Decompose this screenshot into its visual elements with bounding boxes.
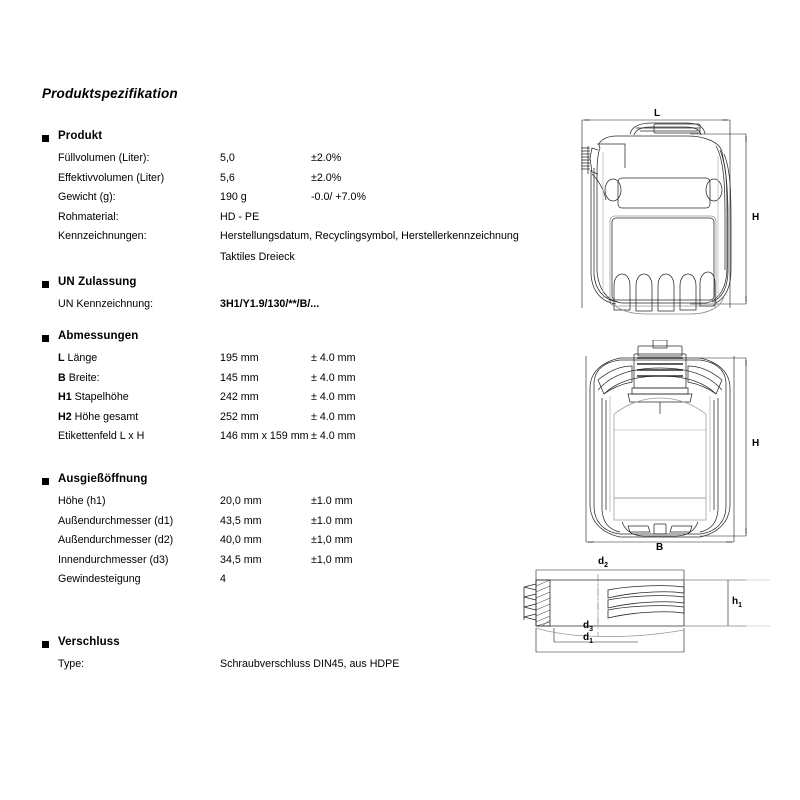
dim-label-height: H — [752, 212, 760, 223]
section-rows — [0, 152, 520, 271]
drawing-side-view — [570, 108, 800, 323]
dim-label-d1: $d_1$ — [583, 632, 594, 645]
dim-label-height: H — [752, 438, 760, 449]
spec-label: Außendurchmesser (d2) — [58, 534, 174, 546]
spec-label: Füllvolumen (Liter): — [58, 152, 150, 164]
spec-value: 40,0 mm — [220, 534, 262, 546]
spec-value: 252 mm — [220, 410, 259, 423]
section-un-zulassung — [0, 276, 520, 318]
spec-value: 190 g — [220, 191, 247, 203]
spec-row — [0, 495, 520, 515]
section-heading-abmessungen — [0, 330, 520, 348]
section-heading-un-zulassung — [0, 276, 520, 294]
section-heading-verschluss — [0, 636, 520, 654]
spec-row — [0, 172, 520, 192]
section-heading-label: Produkt — [58, 130, 103, 142]
spec-label-key: L — [58, 352, 65, 364]
spec-label-text: Höhe gesamt — [71, 410, 139, 423]
bullet-square-icon — [42, 135, 49, 142]
spec-label — [58, 430, 144, 442]
spec-value: 5,6 — [220, 171, 235, 184]
spec-label: Höhe (h1) — [58, 495, 106, 507]
spec-value: 20,0 mm — [220, 495, 262, 507]
bullet-square-icon — [42, 335, 49, 342]
section-produkt — [0, 130, 520, 271]
drawing-front-view — [570, 340, 800, 555]
spec-tolerance: ±1.0 mm — [311, 514, 353, 527]
section-rows — [0, 495, 520, 593]
technical-drawings — [480, 0, 800, 800]
section-heading-ausgiessoeffnung — [0, 473, 520, 491]
bullet-square-icon — [42, 281, 49, 288]
section-rows — [0, 352, 520, 450]
spec-row — [0, 658, 520, 678]
spec-label-key: B — [58, 371, 66, 384]
spec-row — [0, 430, 520, 450]
spec-label — [58, 391, 129, 403]
spec-label-key: H2 — [58, 410, 72, 423]
spec-row — [0, 298, 520, 318]
spec-row — [0, 152, 520, 172]
spec-label-text: Breite: — [65, 371, 100, 384]
spec-label-text: Stapelhöhe — [71, 391, 129, 403]
spec-label: Gewindesteigung — [58, 573, 141, 585]
spec-row — [0, 251, 520, 271]
section-abmessungen — [0, 330, 520, 450]
drawing-neck-detail — [498, 556, 778, 666]
spec-row — [0, 372, 520, 392]
section-rows — [0, 658, 520, 678]
spec-row — [0, 534, 520, 554]
spec-tolerance: ± 4.0 mm — [311, 410, 356, 423]
spec-tolerance: ± 4.0 mm — [311, 371, 356, 384]
spec-label — [58, 411, 138, 423]
spec-value: 43,5 mm — [220, 514, 262, 527]
spec-value: 242 mm — [220, 391, 259, 403]
section-heading-produkt — [0, 130, 520, 148]
spec-label: Gewicht (g): — [58, 191, 116, 203]
spec-tolerance: ± 4.0 mm — [311, 430, 356, 442]
spec-label — [58, 372, 100, 384]
dim-label-h1: $h_1$ — [732, 596, 743, 609]
spec-label: Innendurchmesser (d3) — [58, 553, 169, 566]
spec-row — [0, 411, 520, 431]
spec-tolerance: ±1,0 mm — [311, 553, 353, 566]
spec-value: Schraubverschluss DIN45, aus HDPE — [220, 658, 400, 670]
spec-label: Außendurchmesser (d1) — [58, 514, 174, 527]
spec-value: 3H1/Y1.9/130/**/B/... — [220, 298, 320, 310]
spec-value: 145 mm — [220, 371, 259, 384]
spec-value: Taktiles Dreieck — [220, 251, 295, 263]
jerry-can-front-view-svg — [570, 340, 800, 555]
spec-tolerance: ±2.0% — [311, 171, 342, 184]
neck-thread-detail-svg — [498, 556, 778, 666]
dim-label-length: L — [654, 108, 661, 119]
spec-tolerance: ±1.0 mm — [311, 495, 353, 507]
spec-label-text: Etikettenfeld L x H — [58, 430, 145, 442]
bullet-square-icon — [42, 478, 49, 485]
section-heading-label: Verschluss — [58, 636, 120, 648]
spec-row — [0, 554, 520, 574]
spec-row — [0, 230, 520, 251]
spec-row — [0, 573, 520, 593]
dim-label-d2: $d_2$ — [598, 556, 609, 569]
section-ausgiessoeffnung — [0, 473, 520, 593]
dim-label-width: B — [656, 542, 664, 553]
spec-label-text: Länge — [64, 352, 98, 364]
spec-value: 4 — [220, 573, 226, 585]
spec-row — [0, 391, 520, 411]
page-title: Produktspezifikation — [42, 86, 178, 101]
spec-row — [0, 191, 520, 211]
section-heading-label: Ausgießöffnung — [58, 473, 148, 485]
spec-label-key: H1 — [58, 391, 72, 403]
bullet-square-icon — [42, 641, 49, 648]
spec-value: HD - PE — [220, 210, 260, 223]
spec-value: 34,5 mm — [220, 553, 262, 566]
spec-row — [0, 515, 520, 535]
spec-tolerance: ±1,0 mm — [311, 534, 353, 546]
spec-label: Rohmaterial: — [58, 210, 119, 223]
jerry-can-side-view-svg — [570, 108, 800, 323]
spec-value: 195 mm — [220, 352, 259, 364]
spec-value: Herstellungsdatum, Recyclingsymbol, Herstellerkennzeichnung — [220, 230, 519, 242]
spec-tolerance: ± 4.0 mm — [311, 391, 356, 403]
section-verschluss — [0, 636, 520, 678]
spec-value: 146 mm x 159 mm — [220, 430, 309, 442]
spec-label: Kennzeichnungen: — [58, 230, 147, 242]
spec-label: Effektivvolumen (Liter) — [58, 171, 165, 184]
section-heading-label: UN Zulassung — [58, 276, 137, 288]
spec-label: Type: — [58, 658, 85, 670]
section-rows — [0, 298, 520, 318]
spec-row — [0, 352, 520, 372]
spec-row — [0, 211, 520, 231]
spec-tolerance: ±2.0% — [311, 152, 342, 164]
spec-tolerance: -0.0/ +7.0% — [311, 191, 366, 203]
spec-tolerance: ± 4.0 mm — [311, 352, 356, 364]
spec-label: UN Kennzeichnung: — [58, 298, 154, 310]
dim-label-d3: $d_3$ — [583, 620, 594, 633]
spec-label — [58, 352, 97, 364]
section-heading-label: Abmessungen — [58, 330, 139, 342]
spec-value: 5,0 — [220, 152, 235, 164]
